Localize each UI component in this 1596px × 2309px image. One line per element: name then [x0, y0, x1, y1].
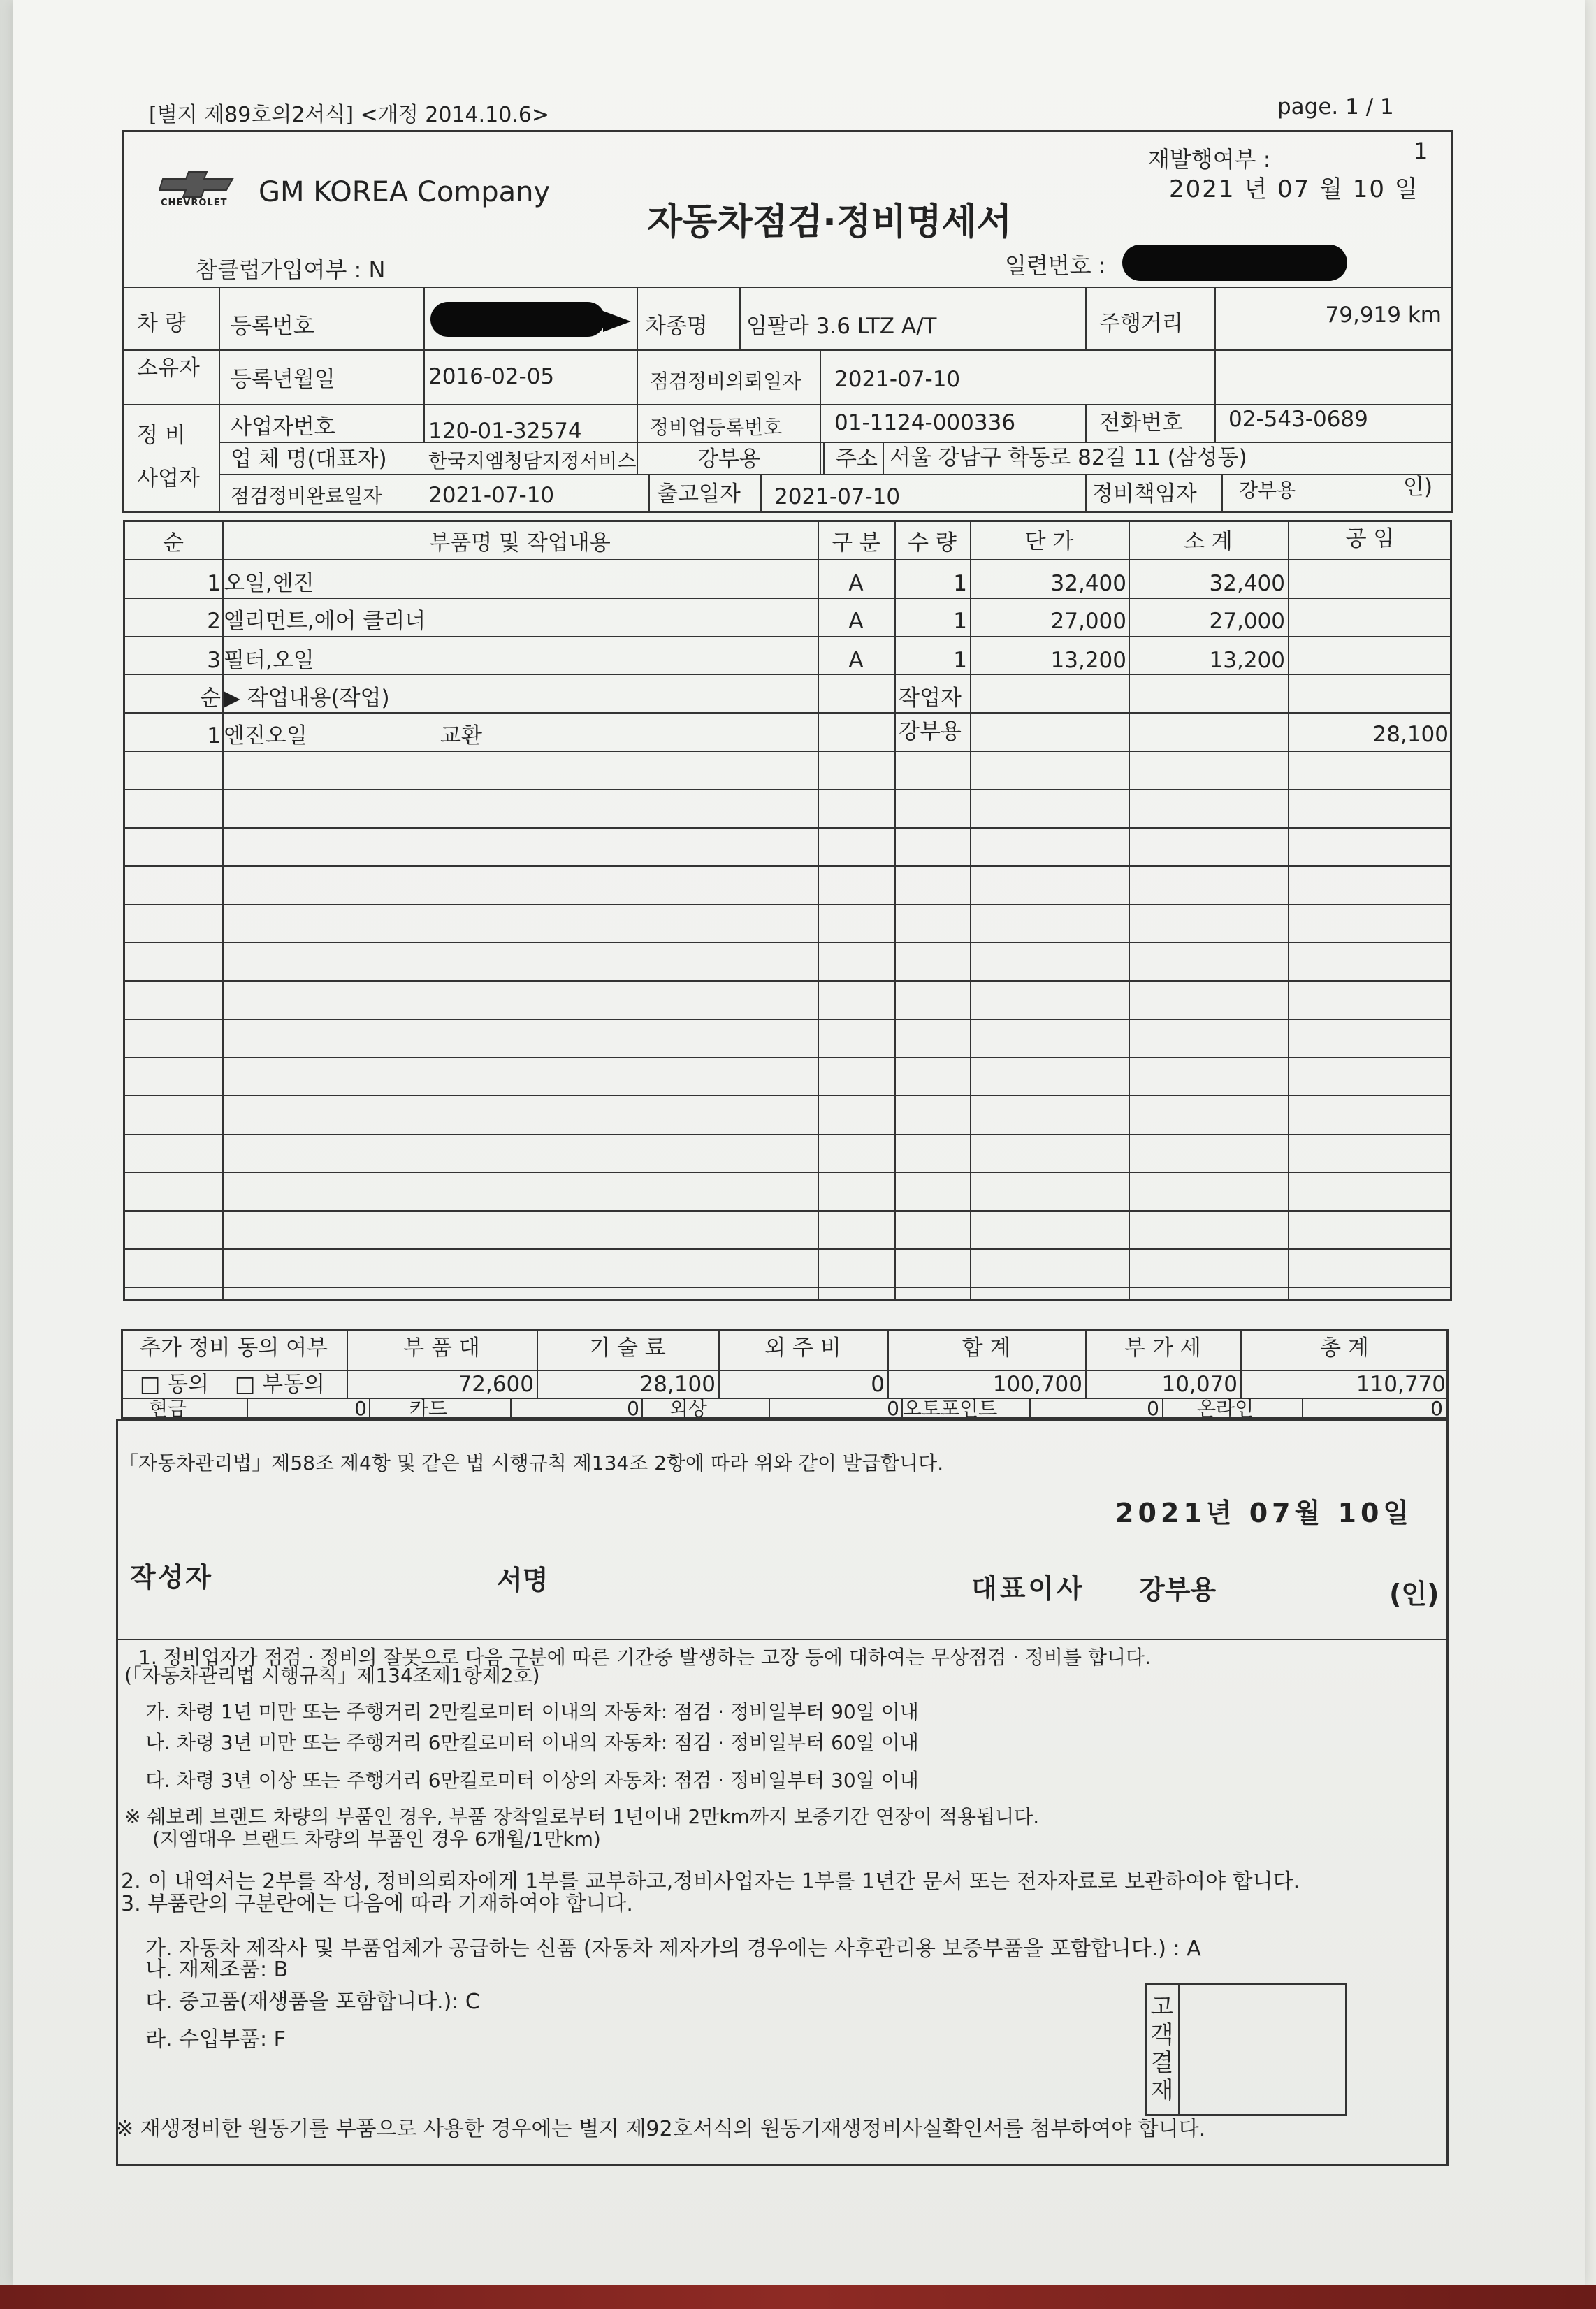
- label-address: 주소: [836, 447, 878, 472]
- table-row-line: [123, 1172, 1452, 1173]
- label-business-2: 사업자: [137, 466, 200, 491]
- label-mechanic: 정비책임자: [1092, 482, 1197, 507]
- part-subtotal: 27,000: [1209, 609, 1285, 634]
- table-row-line: [123, 1019, 1452, 1020]
- table-row-line: [123, 1057, 1452, 1058]
- table-row-line: [123, 980, 1452, 982]
- mileage-value: 79,919 km: [1325, 303, 1442, 328]
- phone-value: 02-543-0689: [1228, 407, 1368, 432]
- vat-value: 10,070: [1161, 1372, 1238, 1397]
- club-membership: 참클럽가입여부 : N: [196, 256, 386, 283]
- note-line: ※ 쉐보레 브랜드 차량의 부품인 경우, 부품 장착일로부터 1년이내 2만km까지 보증기간 연장이 적용됩니다.: [124, 1805, 1040, 1828]
- tech-fee-value: 28,100: [639, 1372, 716, 1397]
- total-value: 110,770: [1356, 1372, 1446, 1397]
- part-unit: 32,400: [1050, 571, 1126, 596]
- label-request-date: 점검정비의뢰일자: [650, 370, 801, 393]
- col-unit-price: 단 가: [1024, 529, 1074, 554]
- invoice-paper: [13, 0, 1585, 2285]
- note-line: 다. 중고품(재생품을 포함합니다.): C: [145, 1990, 480, 2014]
- note-line: 가. 자동차 제작사 및 부품업체가 공급하는 신품 (자동차 제자가의 경우에는 사후관리용 보증부품을 포함합니다.) : A: [145, 1937, 1201, 1961]
- col-type: 구 분: [832, 530, 880, 556]
- work-labor: 28,100: [1372, 722, 1449, 747]
- label-total: 총 계: [1320, 1336, 1369, 1361]
- part-name: 엘리먼트,에어 클리너: [224, 609, 426, 634]
- company-name-value: 한국지엠청담지정서비스: [428, 449, 637, 472]
- part-unit: 13,200: [1050, 648, 1126, 673]
- redaction-tip: [603, 311, 631, 332]
- label-sum: 합 계: [962, 1336, 1011, 1361]
- table-row-line: [123, 751, 1452, 752]
- outsource-value: 0: [871, 1372, 885, 1397]
- part-seq: 3: [207, 648, 221, 673]
- consent-disagree-checkbox[interactable]: □ 부동의: [235, 1372, 325, 1397]
- label-vehicle-owner-1: 차 량: [137, 311, 186, 336]
- part-seq: 1: [207, 571, 221, 596]
- work-header-worker: 작업자: [899, 686, 962, 711]
- label-vehicle-owner-2: 소유자: [137, 356, 200, 381]
- form-number: [별지 제89호의2서식] <개정 2014.10.6>: [149, 103, 550, 127]
- table-row-line: [123, 559, 1452, 560]
- col-item: 부품명 및 작업내용: [429, 530, 611, 556]
- col-subtotal: 소 계: [1184, 529, 1233, 554]
- table-row-line: [123, 1134, 1452, 1135]
- card-value: 0: [627, 1397, 639, 1420]
- repair-reg-value: 01-1124-000336: [834, 410, 1016, 435]
- work-action: 교환: [440, 723, 482, 748]
- col-seq: 순: [163, 530, 184, 556]
- table-row-line: [123, 904, 1452, 905]
- note-line: 라. 수입부품: F: [145, 2027, 286, 2052]
- label-card: 카드: [409, 1397, 448, 1420]
- legal-basis-text: 「자동차관리법」제58조 제4항 및 같은 법 시행규칙 제134조 2항에 따라 위와 같이 발급합니다.: [119, 1452, 944, 1475]
- label-online: 온라인: [1197, 1397, 1254, 1420]
- part-qty: 1: [953, 609, 967, 634]
- label-outsource: 외 주 비: [764, 1336, 841, 1361]
- consent-agree-checkbox[interactable]: □ 동의: [140, 1372, 210, 1397]
- label-complete-date: 점검정비완료일자: [231, 484, 382, 507]
- work-worker: 강부용: [899, 719, 962, 744]
- note-line: (지엠대우 브랜드 차량의 부품인 경우 6개월/1만km): [152, 1827, 601, 1851]
- part-unit: 27,000: [1050, 609, 1126, 634]
- part-subtotal: 32,400: [1209, 571, 1285, 596]
- parts-cost-value: 72,600: [458, 1372, 534, 1397]
- table-row-line: [123, 712, 1452, 714]
- reissue-value: 1: [1414, 138, 1428, 164]
- document-title: 자동차점검·정비명세서: [647, 201, 1013, 243]
- label-release-date: 출고일자: [657, 482, 741, 507]
- autopoint-value: 0: [1147, 1397, 1159, 1420]
- complete-date-value: 2021-07-10: [428, 483, 555, 508]
- car-model-value: 임팔라 3.6 LTZ A/T: [746, 314, 937, 339]
- label-parts-cost: 부 품 대: [403, 1336, 480, 1361]
- address-value: 서울 강남구 학동로 82길 11 (삼성동): [890, 445, 1247, 470]
- table-row-line: [123, 674, 1452, 675]
- part-type: A: [848, 571, 864, 596]
- label-author: 작성자: [130, 1562, 214, 1593]
- part-qty: 1: [953, 648, 967, 673]
- part-seq: 2: [207, 609, 221, 634]
- seal-mark: 인): [1403, 475, 1433, 500]
- part-type: A: [848, 648, 864, 673]
- table-row-line: [123, 942, 1452, 943]
- label-credit: 외상: [669, 1397, 708, 1420]
- reg-number-redacted: [430, 302, 605, 337]
- work-header-seq: 순: [200, 686, 221, 711]
- label-business-1: 정 비: [137, 423, 186, 448]
- table-row-line: [123, 636, 1452, 637]
- company-name: GM KOREA Company: [259, 176, 551, 208]
- online-value: 0: [1430, 1397, 1443, 1420]
- ceo-seal: (인): [1389, 1579, 1439, 1609]
- work-part: 엔진오일: [224, 723, 307, 748]
- label-ceo: 대표이사: [971, 1573, 1085, 1604]
- label-cash: 현금: [149, 1397, 187, 1420]
- table-row-line: [123, 827, 1452, 829]
- ceo-name: 강부용: [1139, 1575, 1217, 1605]
- sum-value: 100,700: [992, 1372, 1082, 1397]
- mechanic-value: 강부용: [1239, 479, 1296, 502]
- issue-date: 2021년 07월 10일: [1115, 1498, 1414, 1528]
- label-tech-fee: 기 술 료: [589, 1336, 666, 1361]
- note-line: 1. 정비업자가 점검 · 정비의 잘못으로 다음 구분에 따른 기간중 발생하는 고장 등에 대하여는 무상점검 · 정비를 합니다.: [138, 1646, 1151, 1669]
- serial-redacted: [1122, 245, 1347, 281]
- note-line: 나. 차령 3년 미만 또는 주행거리 6만킬로미터 이내의 자동차: 점검 · 정비일부터 60일 이내: [145, 1731, 919, 1754]
- part-name: 필터,오일: [224, 648, 314, 673]
- label-mileage: 주행거리: [1099, 311, 1183, 336]
- table-row-line: [123, 1248, 1452, 1250]
- table-row-line: [123, 1210, 1452, 1212]
- work-seq: 1: [207, 723, 221, 748]
- label-car-model: 차종명: [645, 314, 708, 339]
- chevrolet-bowtie-icon: [159, 171, 236, 198]
- col-labor: 공 임: [1345, 526, 1395, 551]
- release-date-value: 2021-07-10: [774, 484, 901, 509]
- label-autopoint: 오토포인트: [903, 1397, 998, 1420]
- representative-value: 강부용: [697, 447, 760, 472]
- label-vat: 부 가 세: [1124, 1336, 1201, 1361]
- note-line: 다. 차령 3년 이상 또는 주행거리 6만킬로미터 이상의 자동차: 점검 · 정비일부터 30일 이내: [145, 1769, 919, 1792]
- label-signature: 서명: [497, 1565, 549, 1595]
- table-edge: [0, 2285, 1596, 2309]
- page-indicator: page. 1 / 1: [1277, 94, 1394, 120]
- serial-label: 일련번호 :: [1005, 252, 1106, 279]
- request-date-value: 2021-07-10: [834, 367, 961, 392]
- table-row-line: [123, 598, 1452, 599]
- part-type: A: [848, 609, 864, 634]
- table-row-line: [123, 1287, 1452, 1288]
- reg-date-value: 2016-02-05: [428, 364, 555, 389]
- credit-value: 0: [887, 1397, 899, 1420]
- part-qty: 1: [953, 571, 967, 596]
- label-phone: 전화번호: [1099, 410, 1183, 435]
- table-row-line: [123, 865, 1452, 867]
- cash-value: 0: [354, 1397, 367, 1420]
- part-subtotal: 13,200: [1209, 648, 1285, 673]
- label-business-reg: 사업자번호: [231, 414, 335, 440]
- work-header-label: ▶ 작업내용(작업): [224, 686, 390, 711]
- table-row-line: [123, 1095, 1452, 1096]
- chevrolet-logo-text: CHEVROLET: [161, 198, 228, 208]
- note-line: 가. 차령 1년 미만 또는 주행거리 2만킬로미터 이내의 자동차: 점검 · 정비일부터 90일 이내: [145, 1700, 919, 1723]
- label-company-rep: 업 체 명(대표자): [231, 447, 387, 472]
- note-line: 3. 부품란의 구분란에는 다음에 따라 기재하여야 합니다.: [121, 1892, 633, 1916]
- reissue-label: 재발행여부 :: [1148, 146, 1271, 173]
- label-reg-date: 등록년월일: [231, 367, 335, 392]
- note-line: (「자동차관리법 시행규칙」제134조제1항제2호): [124, 1664, 540, 1687]
- label-repair-reg: 정비업등록번호: [650, 416, 783, 439]
- customer-sign-label: 고객결재: [1150, 1993, 1174, 2105]
- table-row-line: [123, 789, 1452, 790]
- label-consent: 추가 정비 동의 여부: [139, 1336, 328, 1361]
- col-qty: 수 량: [908, 530, 957, 556]
- note-line: ※ 재생정비한 원동기를 부품으로 사용한 경우에는 별지 제92호서식의 원동기재생정비사실확인서를 첨부하여야 합니다.: [116, 2117, 1206, 2141]
- note-line: 2. 이 내역서는 2부를 작성, 정비의뢰자에게 1부를 교부하고,정비사업자는 1부를 1년간 문서 또는 전자자료로 보관하여야 합니다.: [121, 1869, 1300, 1894]
- note-line: 나. 재제조품: B: [145, 1957, 289, 1982]
- issue-date-top: 2021 년 07 월 10 일: [1169, 175, 1419, 203]
- business-reg-value: 120-01-32574: [428, 419, 582, 444]
- label-reg-number: 등록번호: [231, 314, 314, 339]
- part-name: 오일,엔진: [224, 571, 314, 596]
